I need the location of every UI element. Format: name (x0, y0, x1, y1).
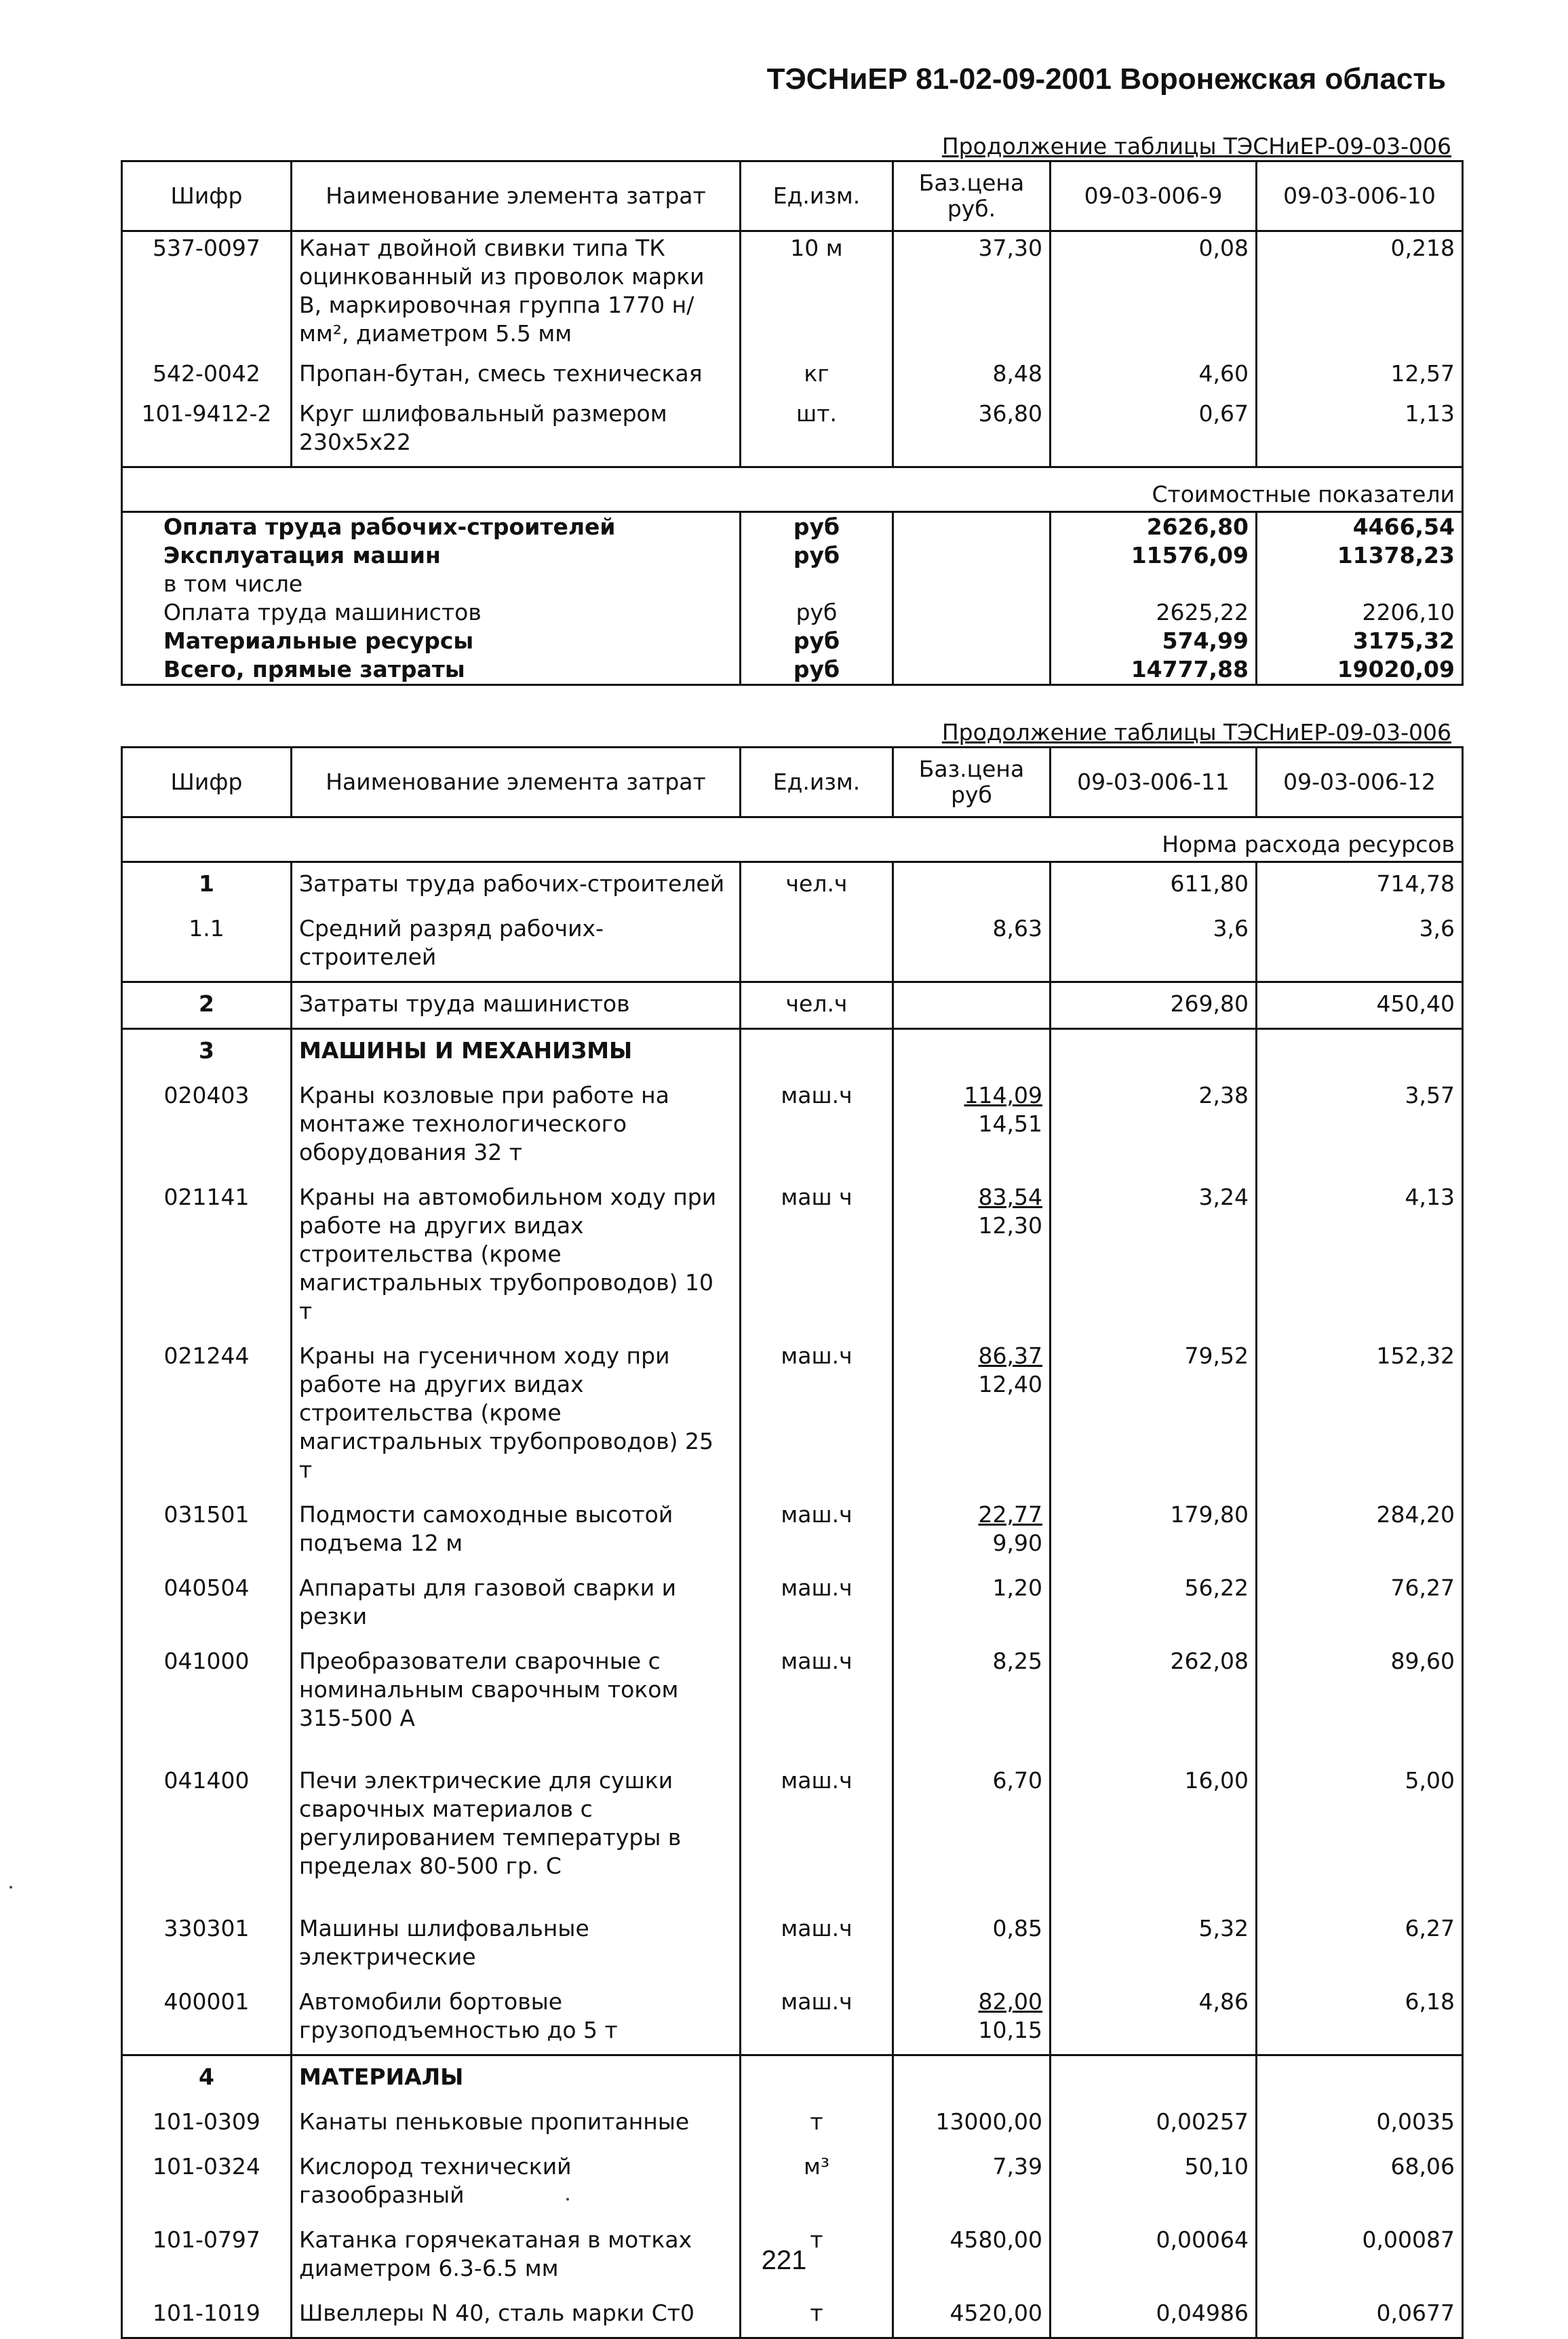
cell-value-2: 3,6 (1257, 908, 1463, 982)
cell-code: 3 (122, 1029, 292, 1075)
cell-code: 2 (122, 982, 292, 1029)
cell-value-2: 0,0035 (1257, 2101, 1463, 2146)
cost-name: в том числе (122, 570, 741, 598)
table1-continuation-label: Продолжение таблицы ТЭСНиЕР-09-03-006 (941, 133, 1451, 159)
cost-value-1: 2625,22 (1051, 598, 1257, 627)
cell-unit: маш.ч (741, 1760, 893, 1908)
cell-value-1: 0,00064 (1051, 2219, 1257, 2292)
cell-value-2: 89,60 (1257, 1640, 1463, 1760)
cell-price (893, 1981, 1051, 2055)
table-row (122, 357, 1463, 398)
table-row (122, 398, 1463, 467)
price-value: 1,20 (992, 1574, 1042, 1601)
cost-value-1: 11576,09 (1051, 541, 1257, 570)
price-secondary-value: 12,40 (978, 1371, 1042, 1397)
cost-price-empty (893, 512, 1051, 542)
cost-unit: руб (741, 598, 893, 627)
table-row (122, 1640, 1463, 1760)
cell-value-2: 1,13 (1257, 398, 1463, 467)
cell-unit: маш.ч (741, 1494, 893, 1567)
cell-code: 021244 (122, 1335, 292, 1494)
cell-value-2: 76,27 (1257, 1567, 1463, 1640)
cell-value-1: 2,38 (1051, 1075, 1257, 1176)
cost-name: Оплата труда рабочих-строителей (122, 512, 741, 542)
section-label: Норма расхода ресурсов (122, 817, 1463, 862)
cell-value-1: 4,60 (1051, 357, 1257, 398)
cell-value-2: 68,06 (1257, 2146, 1463, 2219)
price-secondary-value: 9,90 (992, 1530, 1042, 1556)
cost-row (122, 512, 1463, 542)
price-value: 6,70 (992, 1767, 1042, 1794)
cell-value-2 (1257, 1029, 1463, 1075)
page-number: 221 (761, 2245, 807, 2275)
table-row (122, 1029, 1463, 1075)
cell-price (893, 1640, 1051, 1760)
cell-unit: м³ (741, 2146, 893, 2219)
cell-name: Средний разряд рабочих-строителей (292, 908, 741, 982)
cell-value-1: 611,80 (1051, 862, 1257, 908)
cell-name: Преобразователи сварочные с номинальным сварочным током 315-500 А (292, 1640, 741, 1760)
table2-header-row (122, 748, 1463, 817)
cell-code: 101-1019 (122, 2292, 292, 2338)
cell-code: 031501 (122, 1494, 292, 1567)
cell-name: Печи электрические для сушки сварочных материалов с регулированием температуры в пределах 80-500 гр. С (292, 1760, 741, 1908)
header-code: Шифр (122, 748, 292, 817)
cost-unit: руб (741, 512, 893, 542)
cell-price: 8,48 (893, 357, 1051, 398)
cost-value-2: 3175,32 (1257, 627, 1463, 655)
cell-unit: маш.ч (741, 1640, 893, 1760)
cell-unit: шт. (741, 398, 893, 467)
cell-unit: маш.ч (741, 1567, 893, 1640)
table-row (122, 1335, 1463, 1494)
cost-value-1: 14777,88 (1051, 655, 1257, 685)
cell-name: Катанка горячекатаная в мотках диаметром 6.3-6.5 мм (292, 2219, 741, 2292)
price-value: 86,37 (978, 1342, 1042, 1369)
cell-name: Затраты труда машинистов (292, 982, 741, 1029)
price-value: 82,00 (978, 1988, 1042, 2015)
cell-value-2: 6,27 (1257, 1908, 1463, 1981)
header-name: Наименование элемента затрат (292, 161, 741, 231)
cell-name: Автомобили бортовые грузоподъемностью до 5 т (292, 1981, 741, 2055)
cell-unit: маш.ч (741, 1075, 893, 1176)
cell-code: 1 (122, 862, 292, 908)
cell-value-1: 0,04986 (1051, 2292, 1257, 2338)
cell-unit: чел.ч (741, 982, 893, 1029)
cell-price (893, 2101, 1051, 2146)
cost-name: Всего, прямые затраты (122, 655, 741, 685)
cell-value-1 (1051, 2055, 1257, 2102)
cell-value-1: 262,08 (1051, 1640, 1257, 1760)
price-value: 114,09 (964, 1082, 1042, 1108)
cell-name: Аппараты для газовой сварки и резки (292, 1567, 741, 1640)
cell-price (893, 1176, 1051, 1335)
cell-value-2: 0,218 (1257, 231, 1463, 358)
cell-code: 101-9412-2 (122, 398, 292, 467)
cost-row (122, 598, 1463, 627)
table-row (122, 1075, 1463, 1176)
cell-value-1: 269,80 (1051, 982, 1257, 1029)
cell-price (893, 2292, 1051, 2338)
table-row (122, 2292, 1463, 2338)
cell-unit: чел.ч (741, 862, 893, 908)
cost-name: Материальные ресурсы (122, 627, 741, 655)
cell-value-1: 0,00257 (1051, 2101, 1257, 2146)
table-row (122, 1176, 1463, 1335)
header-unit: Ед.изм. (741, 161, 893, 231)
cell-code: 041400 (122, 1760, 292, 1908)
cell-price (893, 982, 1051, 1029)
cost-unit: руб (741, 627, 893, 655)
table2-continuation-label: Продолжение таблицы ТЭСНиЕР-09-03-006 (941, 719, 1451, 746)
cell-value-1: 3,6 (1051, 908, 1257, 982)
cost-name: Оплата труда машинистов (122, 598, 741, 627)
cell-unit: маш.ч (741, 1981, 893, 2055)
table-row (122, 2055, 1463, 2102)
cell-unit: т (741, 2292, 893, 2338)
price-value: 13000,00 (935, 2108, 1042, 2135)
section-label: Стоимостные показатели (122, 467, 1463, 512)
header-name: Наименование элемента затрат (292, 748, 741, 817)
cost-price-empty (893, 655, 1051, 685)
cell-price (893, 1029, 1051, 1075)
cell-value-1: 56,22 (1051, 1567, 1257, 1640)
table-row (122, 982, 1463, 1029)
cell-name: Канат двойной свивки типа ТК оцинкованный из проволок марки В, маркировочная группа 1770 н/мм², диаметром 5.5 мм (292, 231, 741, 358)
price-secondary-value: 14,51 (978, 1110, 1042, 1137)
cell-code: 330301 (122, 1908, 292, 1981)
table-row (122, 1494, 1463, 1567)
cell-name: Кислород технический газообразный (292, 2146, 741, 2219)
cost-unit: руб (741, 541, 893, 570)
header-price: Баз.цена руб (893, 748, 1051, 817)
cost-price-empty (893, 570, 1051, 598)
cell-code: 101-0309 (122, 2101, 292, 2146)
cell-name: Машины шлифовальные электрические (292, 1908, 741, 1981)
cell-code: 101-0797 (122, 2219, 292, 2292)
header-col2: 09-03-006-10 (1257, 161, 1463, 231)
cell-code: 041000 (122, 1640, 292, 1760)
cell-code: 040504 (122, 1567, 292, 1640)
cell-name: Краны козловые при работе на монтаже технологического оборудования 32 т (292, 1075, 741, 1176)
cell-value-2: 6,18 (1257, 1981, 1463, 2055)
cell-value-2: 152,32 (1257, 1335, 1463, 1494)
cell-name: Краны на автомобильном ходу при работе на других видах строительства (кроме магистральных трубопроводов) 10 т (292, 1176, 741, 1335)
cell-name: Канаты пеньковые пропитанные (292, 2101, 741, 2146)
cell-value-1: 3,24 (1051, 1176, 1257, 1335)
cell-code: 1.1 (122, 908, 292, 982)
cell-name: Круг шлифовальный размером 230x5x22 (292, 398, 741, 467)
cell-value-2: 450,40 (1257, 982, 1463, 1029)
table1-header-row (122, 161, 1463, 231)
cell-price (893, 1908, 1051, 1981)
table-resources-1 (121, 160, 1464, 686)
cost-value-2: 19020,09 (1257, 655, 1463, 685)
cell-unit (741, 2055, 893, 2102)
cost-price-empty (893, 598, 1051, 627)
cell-name: Подмости самоходные высотой подъема 12 м (292, 1494, 741, 1567)
cell-value-1: 50,10 (1051, 2146, 1257, 2219)
cell-value-1: 16,00 (1051, 1760, 1257, 1908)
table-resources-2 (121, 746, 1464, 2339)
table-row (122, 2101, 1463, 2146)
price-value: 8,63 (992, 915, 1042, 942)
header-price: Баз.цена руб. (893, 161, 1051, 231)
cell-unit: 10 м (741, 231, 893, 358)
cell-code: 542-0042 (122, 357, 292, 398)
header-col1: 09-03-006-11 (1051, 748, 1257, 817)
cell-value-1: 0,08 (1051, 231, 1257, 358)
cell-unit: маш.ч (741, 1908, 893, 1981)
table-row (122, 1908, 1463, 1981)
cell-name: Швеллеры N 40, сталь марки Ст0 (292, 2292, 741, 2338)
cell-value-2: 5,00 (1257, 1760, 1463, 1908)
page-header-title: ТЭСНиЕР 81-02-09-2001 Воронежская область (766, 62, 1446, 96)
cost-row (122, 570, 1463, 598)
cell-value-1: 5,32 (1051, 1908, 1257, 1981)
price-value: 83,54 (978, 1184, 1042, 1210)
cost-row (122, 627, 1463, 655)
cell-price (893, 1494, 1051, 1567)
cost-value-2: 2206,10 (1257, 598, 1463, 627)
cell-value-2: 714,78 (1257, 862, 1463, 908)
cell-unit: маш.ч (741, 1335, 893, 1494)
cell-price (893, 1335, 1051, 1494)
cell-code: 400001 (122, 1981, 292, 2055)
table-row (122, 862, 1463, 908)
price-value: 0,85 (992, 1915, 1042, 1941)
scan-dot (9, 1886, 12, 1889)
cell-value-1: 179,80 (1051, 1494, 1257, 1567)
cost-row (122, 541, 1463, 570)
header-unit: Ед.изм. (741, 748, 893, 817)
price-value: 4520,00 (949, 2300, 1042, 2326)
cell-value-2: 0,00087 (1257, 2219, 1463, 2292)
cell-price: 37,30 (893, 231, 1051, 358)
cell-code: 537-0097 (122, 231, 292, 358)
cell-value-1 (1051, 1029, 1257, 1075)
cell-unit: маш ч (741, 1176, 893, 1335)
cost-value-1: 2626,80 (1051, 512, 1257, 542)
cell-name: МАШИНЫ И МЕХАНИЗМЫ (292, 1029, 741, 1075)
cell-price (893, 1075, 1051, 1176)
cell-name: Краны на гусеничном ходу при работе на других видах строительства (кроме магистральных трубопроводов) 25 т (292, 1335, 741, 1494)
cost-unit (741, 570, 893, 598)
cell-unit: т (741, 2219, 893, 2292)
cell-name: Затраты труда рабочих-строителей (292, 862, 741, 908)
cell-value-1: 0,67 (1051, 398, 1257, 467)
table-row (122, 1567, 1463, 1640)
cell-value-1: 79,52 (1051, 1335, 1257, 1494)
cell-price (893, 2146, 1051, 2219)
cell-name: МАТЕРИАЛЫ (292, 2055, 741, 2102)
cell-value-2: 284,20 (1257, 1494, 1463, 1567)
cell-code: 4 (122, 2055, 292, 2102)
cost-value-1: 574,99 (1051, 627, 1257, 655)
cell-price (893, 908, 1051, 982)
cell-code: 021141 (122, 1176, 292, 1335)
price-secondary-value: 10,15 (978, 2017, 1042, 2043)
price-value: 8,25 (992, 1648, 1042, 1674)
cell-unit (741, 1029, 893, 1075)
table-row (122, 1760, 1463, 1908)
header-col2: 09-03-006-12 (1257, 748, 1463, 817)
cell-unit (741, 908, 893, 982)
cell-unit: кг (741, 357, 893, 398)
cost-name: Эксплуатация машин (122, 541, 741, 570)
cell-price (893, 1567, 1051, 1640)
cell-code: 101-0324 (122, 2146, 292, 2219)
cell-value-2: 3,57 (1257, 1075, 1463, 1176)
cost-price-empty (893, 541, 1051, 570)
cost-value-2 (1257, 570, 1463, 598)
cell-value-2: 12,57 (1257, 357, 1463, 398)
cell-price (893, 1760, 1051, 1908)
cell-value-2: 4,13 (1257, 1176, 1463, 1335)
cost-price-empty (893, 627, 1051, 655)
cell-name: Пропан-бутан, смесь техническая (292, 357, 741, 398)
cell-value-2 (1257, 2055, 1463, 2102)
cell-unit: т (741, 2101, 893, 2146)
cell-price (893, 862, 1051, 908)
header-col1: 09-03-006-9 (1051, 161, 1257, 231)
cell-price: 36,80 (893, 398, 1051, 467)
cell-value-1: 4,86 (1051, 1981, 1257, 2055)
header-code: Шифр (122, 161, 292, 231)
table-row (122, 2146, 1463, 2219)
price-value: 4580,00 (949, 2226, 1042, 2253)
section-label-row (122, 817, 1463, 862)
cell-value-2: 0,0677 (1257, 2292, 1463, 2338)
cost-value-2: 4466,54 (1257, 512, 1463, 542)
cost-unit: руб (741, 655, 893, 685)
price-secondary-value: 12,30 (978, 1212, 1042, 1239)
scan-dot (566, 2198, 569, 2201)
price-value: 22,77 (978, 1501, 1042, 1528)
cost-value-1 (1051, 570, 1257, 598)
section-label-row (122, 467, 1463, 512)
table-row (122, 1981, 1463, 2055)
table-row (122, 231, 1463, 358)
price-value: 7,39 (992, 2153, 1042, 2180)
table-row (122, 908, 1463, 982)
cost-value-2: 11378,23 (1257, 541, 1463, 570)
cell-price (893, 2055, 1051, 2102)
cell-code: 020403 (122, 1075, 292, 1176)
cost-row (122, 655, 1463, 685)
